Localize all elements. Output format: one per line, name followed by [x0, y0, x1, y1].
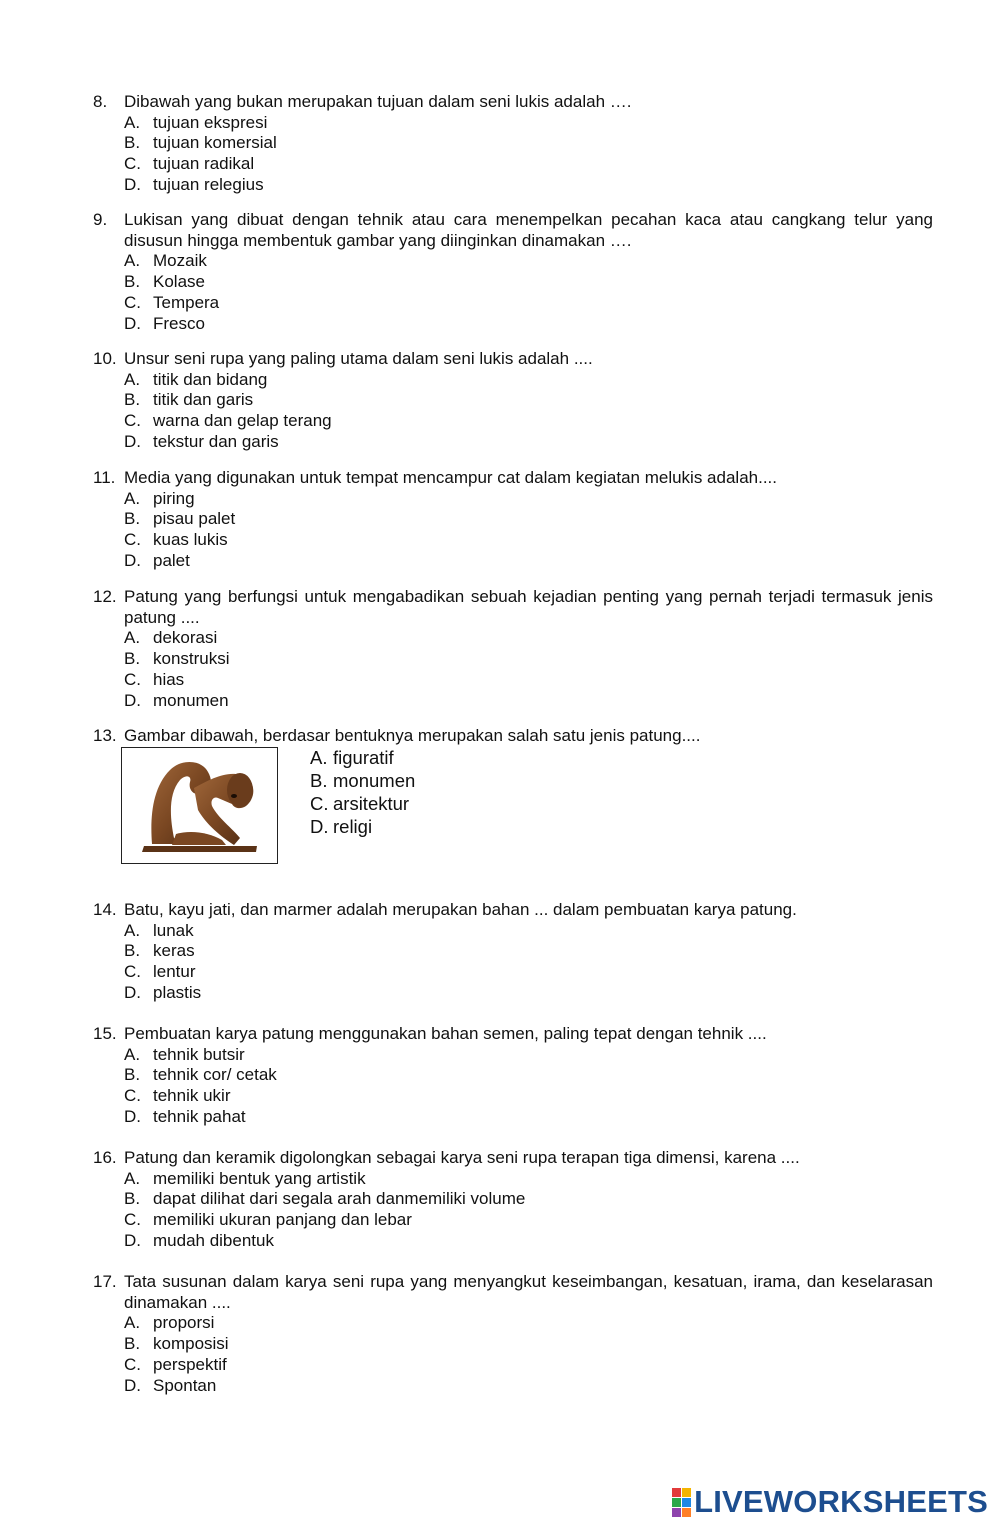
question-text: Media yang digunakan untuk tempat mencampur cat dalam kegiatan melukis adalah....: [124, 468, 777, 487]
option-c[interactable]: C. arsitektur: [310, 793, 410, 814]
option-d[interactable]: D. tujuan relegius: [124, 174, 264, 194]
option-d[interactable]: D. Spontan: [124, 1375, 217, 1395]
question-number: 15.: [93, 1024, 117, 1043]
question-8: [93, 92, 933, 196]
option-b[interactable]: B. komposisi: [124, 1334, 229, 1354]
option-d[interactable]: D. plastis: [124, 982, 202, 1002]
question-number: 10.: [93, 349, 117, 368]
option-b[interactable]: B. keras: [124, 941, 195, 961]
question-text: Batu, kayu jati, dan marmer adalah merupakan bahan ... dalam pembuatan karya patung.: [124, 900, 797, 919]
option-c[interactable]: C. tehnik ukir: [124, 1086, 231, 1106]
option-a[interactable]: A. memiliki bentuk yang artistik: [124, 1168, 366, 1188]
question-number: 9.: [93, 210, 108, 229]
question-number: 11.: [93, 468, 116, 487]
question-11: [93, 468, 933, 572]
option-c[interactable]: C. lentur: [124, 962, 196, 982]
question-text: Pembuatan karya patung menggunakan bahan semen, paling tepat dengan tehnik ....: [124, 1024, 767, 1043]
option-d[interactable]: D. Fresco: [124, 313, 205, 333]
option-c[interactable]: C. memiliki ukuran panjang dan lebar: [124, 1210, 412, 1230]
question-text: Unsur seni rupa yang paling utama dalam seni lukis adalah ....: [124, 349, 593, 368]
option-c[interactable]: C. hias: [124, 669, 185, 689]
question-17: [93, 1272, 933, 1396]
question-number: 13.: [93, 726, 117, 745]
option-d[interactable]: D. tehnik pahat: [124, 1106, 246, 1126]
option-a[interactable]: A. Mozaik: [124, 251, 207, 271]
option-a[interactable]: A. proporsi: [124, 1313, 215, 1333]
question-text: Patung yang berfungsi untuk mengabadikan sebuah kejadian penting yang pernah terjadi termasuk jenis patung ....: [124, 587, 933, 627]
option-a[interactable]: A. titik dan bidang: [124, 369, 268, 389]
option-b[interactable]: B. tujuan komersial: [124, 133, 277, 153]
sculpture-image: [121, 747, 278, 864]
logo-text: LIVEWORKSHEETS: [694, 1484, 988, 1520]
option-b[interactable]: B. konstruksi: [124, 649, 230, 669]
option-d[interactable]: D. religi: [310, 816, 373, 837]
question-16: [93, 1148, 933, 1252]
option-a[interactable]: A. piring: [124, 488, 195, 508]
option-a[interactable]: A. figuratif: [310, 747, 394, 768]
question-number: 17.: [93, 1272, 117, 1291]
option-a[interactable]: A. tujuan ekspresi: [124, 112, 268, 132]
question-14: [93, 900, 933, 1004]
option-d[interactable]: D. tekstur dan garis: [124, 431, 279, 451]
question-12: [93, 587, 933, 711]
option-b[interactable]: B. dapat dilihat dari segala arah danmemiliki volume: [124, 1189, 526, 1209]
option-b[interactable]: B. Kolase: [124, 272, 205, 292]
question-number: 12.: [93, 587, 117, 606]
question-text: Patung dan keramik digolongkan sebagai karya seni rupa terapan tiga dimensi, karena ....: [124, 1148, 800, 1167]
question-13: [93, 726, 933, 747]
option-c[interactable]: C. Tempera: [124, 292, 220, 312]
sculpture-figure: [122, 748, 276, 862]
option-d[interactable]: D. monumen: [124, 690, 229, 710]
option-c[interactable]: C. perspektif: [124, 1354, 227, 1374]
question-text: Gambar dibawah, berdasar bentuknya merupakan salah satu jenis patung....: [124, 726, 701, 745]
option-b[interactable]: B. titik dan garis: [124, 390, 254, 410]
question-number: 8.: [93, 92, 108, 111]
question-10: [93, 349, 933, 453]
option-b[interactable]: B. pisau palet: [124, 509, 236, 529]
question-number: 16.: [93, 1148, 117, 1167]
question-text: Lukisan yang dibuat dengan tehnik atau cara menempelkan pecahan kaca atau cangkang telur yang disusun hingga membentuk gambar yang diinginkan dinamakan ….: [124, 210, 933, 250]
question-text: Dibawah yang bukan merupakan tujuan dalam seni lukis adalah ….: [124, 92, 632, 111]
option-b[interactable]: B. monumen: [310, 770, 416, 791]
question-text: Tata susunan dalam karya seni rupa yang menyangkut keseimbangan, kesatuan, irama, dan keselarasan dinamakan ....: [124, 1272, 933, 1312]
liveworksheets-logo[interactable]: [672, 1484, 988, 1520]
option-c[interactable]: C. warna dan gelap terang: [124, 411, 332, 431]
option-d[interactable]: D. palet: [124, 550, 190, 570]
question-13-options: [310, 746, 415, 838]
option-b[interactable]: B. tehnik cor/ cetak: [124, 1065, 277, 1085]
option-d[interactable]: D. mudah dibentuk: [124, 1230, 274, 1250]
question-number: 14.: [93, 900, 117, 919]
option-a[interactable]: A. dekorasi: [124, 628, 218, 648]
option-c[interactable]: C. tujuan radikal: [124, 154, 255, 174]
logo-mark-icon: [672, 1488, 691, 1517]
question-9: [93, 210, 933, 334]
option-a[interactable]: A. lunak: [124, 920, 194, 940]
question-15: [93, 1024, 933, 1128]
option-c[interactable]: C. kuas lukis: [124, 530, 228, 550]
option-a[interactable]: A. tehnik butsir: [124, 1044, 245, 1064]
